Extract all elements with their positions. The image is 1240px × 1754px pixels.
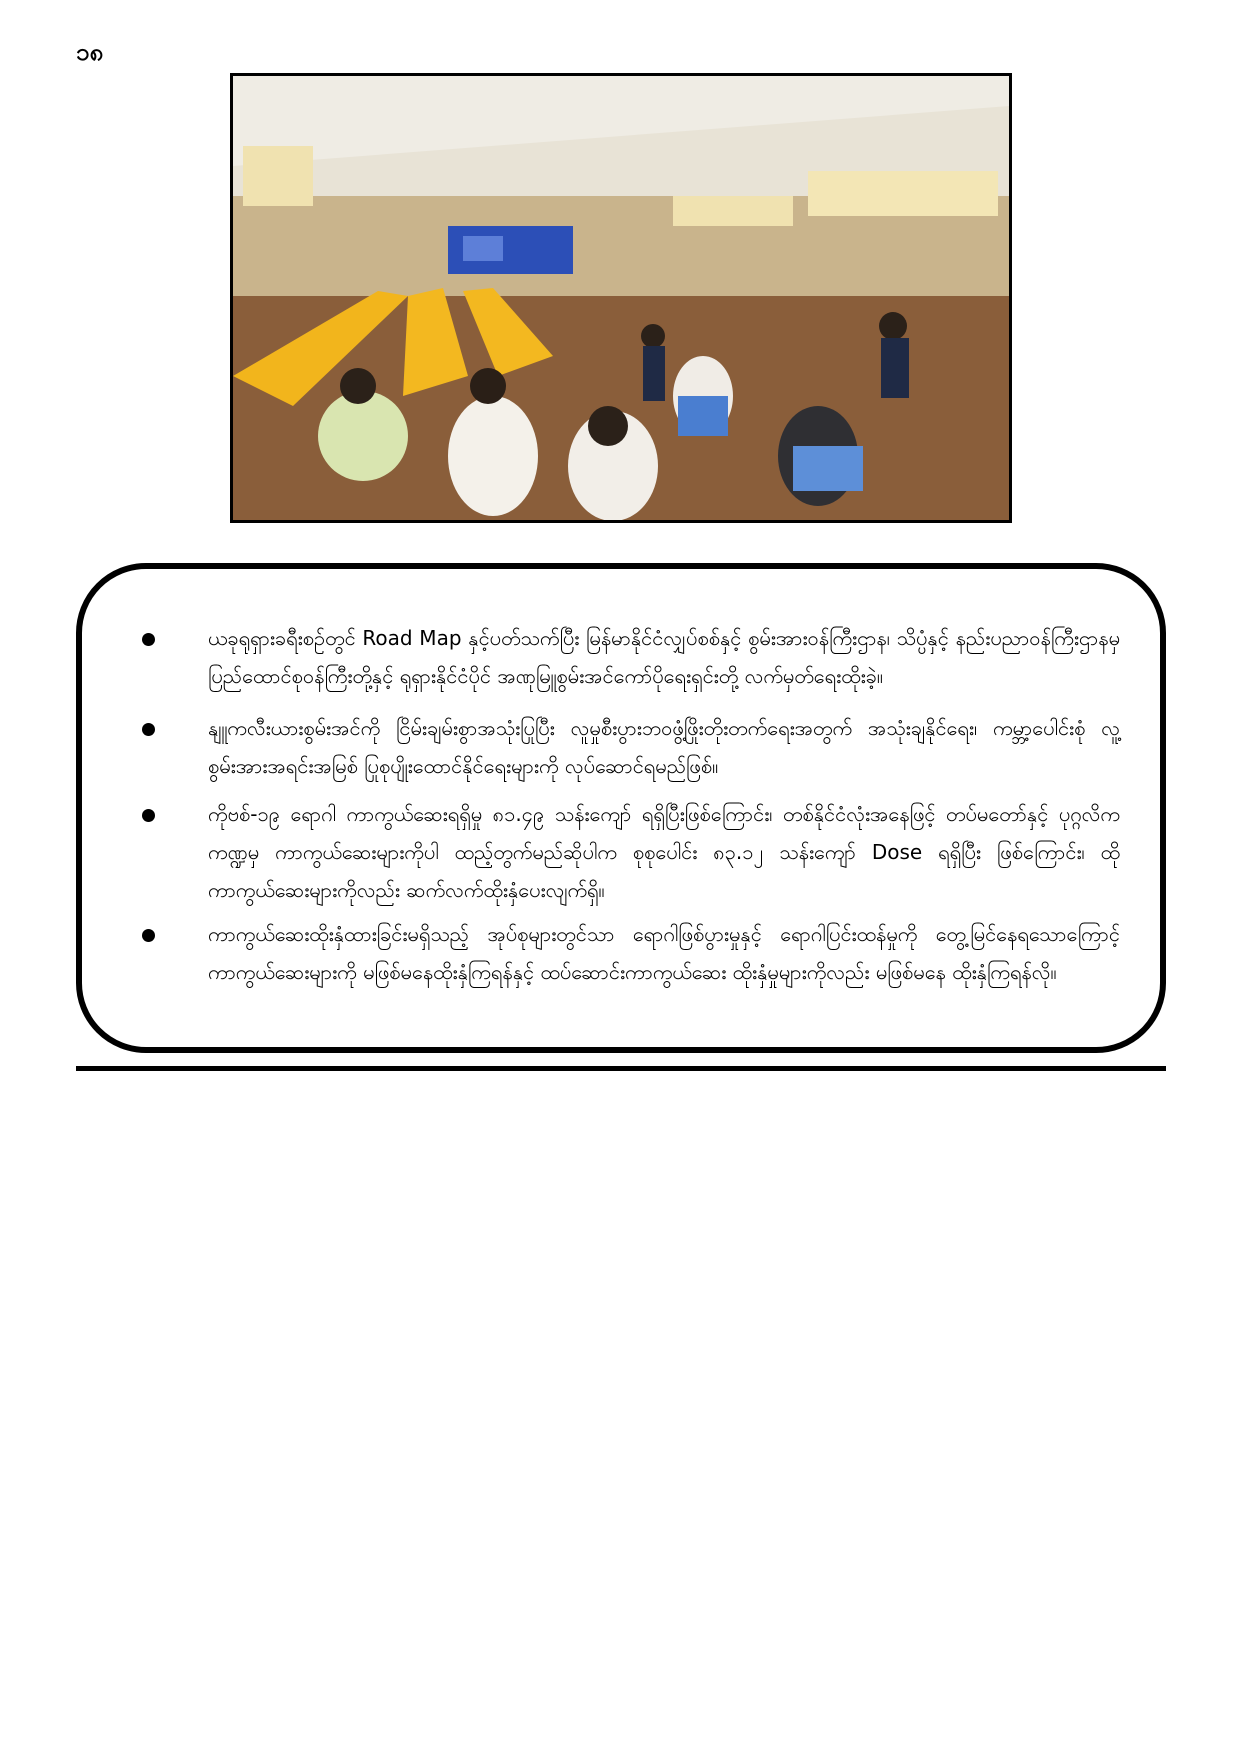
section-divider	[76, 1066, 1166, 1071]
bullet-text: ကိုဗစ်-၁၉ ရောဂါ ကာကွယ်ဆေးရရှိမှု ၈၁.၄၉ သန်းကျော် ရရှိပြီးဖြစ်ကြောင်း၊ တစ်နိုင်ငံလုံးအနေဖြင့် တပ်မတော်နှင့် ပုဂ္ဂလိကကဏ္ဍမှ ကာကွယ်ဆေးများကိုပါ ထည့်တွက်မည်ဆိုပါက စုစုပေါင်း ၈၃.၁၂ သန်းကျော် Dose ရရှိပြီး ဖြစ်ကြောင်း၊ ထိုကာကွယ်ဆေးများကိုလည်း ဆက်လက်ထိုးနှံပေးလျက်ရှိ။	[208, 802, 1120, 902]
bullet-icon	[142, 929, 155, 942]
meeting-hall-photo	[230, 73, 1012, 523]
summary-box	[76, 563, 1166, 1053]
bullet-text: နျူကလီးယားစွမ်းအင်ကို ငြိမ်းချမ်းစွာအသုံးပြုပြီး လူမှုစီးပွားဘဝဖွံ့ဖြိုးတိုးတက်ရေးအတွက် အသုံးချနိုင်ရေး၊ ကမ္ဘာ့ပေါင်းစုံ လူ့စွမ်းအားအရင်းအမြစ် ပြုစုပျိုးထောင်နိုင်ရေးများကို လုပ်ဆောင်ရမည်ဖြစ်။	[208, 716, 1120, 778]
bullet-icon	[142, 809, 155, 822]
bullet-text: ကာကွယ်ဆေးထိုးနှံထားခြင်းမရှိသည့် အုပ်စုများတွင်သာ ရောဂါဖြစ်ပွားမှုနှင့် ရောဂါပြင်းထန်မှုကို တွေ့မြင်နေရသောကြောင့် ကာကွယ်ဆေးများကို မဖြစ်မနေထိုးနှံကြရန်နှင့် ထပ်ဆောင်းကာကွယ်ဆေး ထိုးနှံမှုများကိုလည်း မဖြစ်မနေ ထိုးနှံကြရန်လို။	[208, 922, 1120, 984]
bullet-icon	[142, 723, 155, 736]
meeting-hall-illustration	[233, 76, 1009, 520]
bullet-icon	[142, 633, 155, 646]
page-number: ၁၈	[76, 38, 104, 66]
bullet-text: ယခုရုရှားခရီးစဉ်တွင် Road Map နှင့်ပတ်သက်ပြီး မြန်မာနိုင်ငံလျှပ်စစ်နှင့် စွမ်းအားဝန်ကြီးဌာန၊ သိပ္ပံနှင့် နည်းပညာဝန်ကြီးဌာနမှ ပြည်ထောင်စုဝန်ကြီးတို့နှင့် ရုရှားနိုင်ငံပိုင် အဏုမြူစွမ်းအင်ကော်ပိုရေးရှင်းတို့ လက်မှတ်ရေးထိုးခဲ့။	[208, 626, 1120, 688]
